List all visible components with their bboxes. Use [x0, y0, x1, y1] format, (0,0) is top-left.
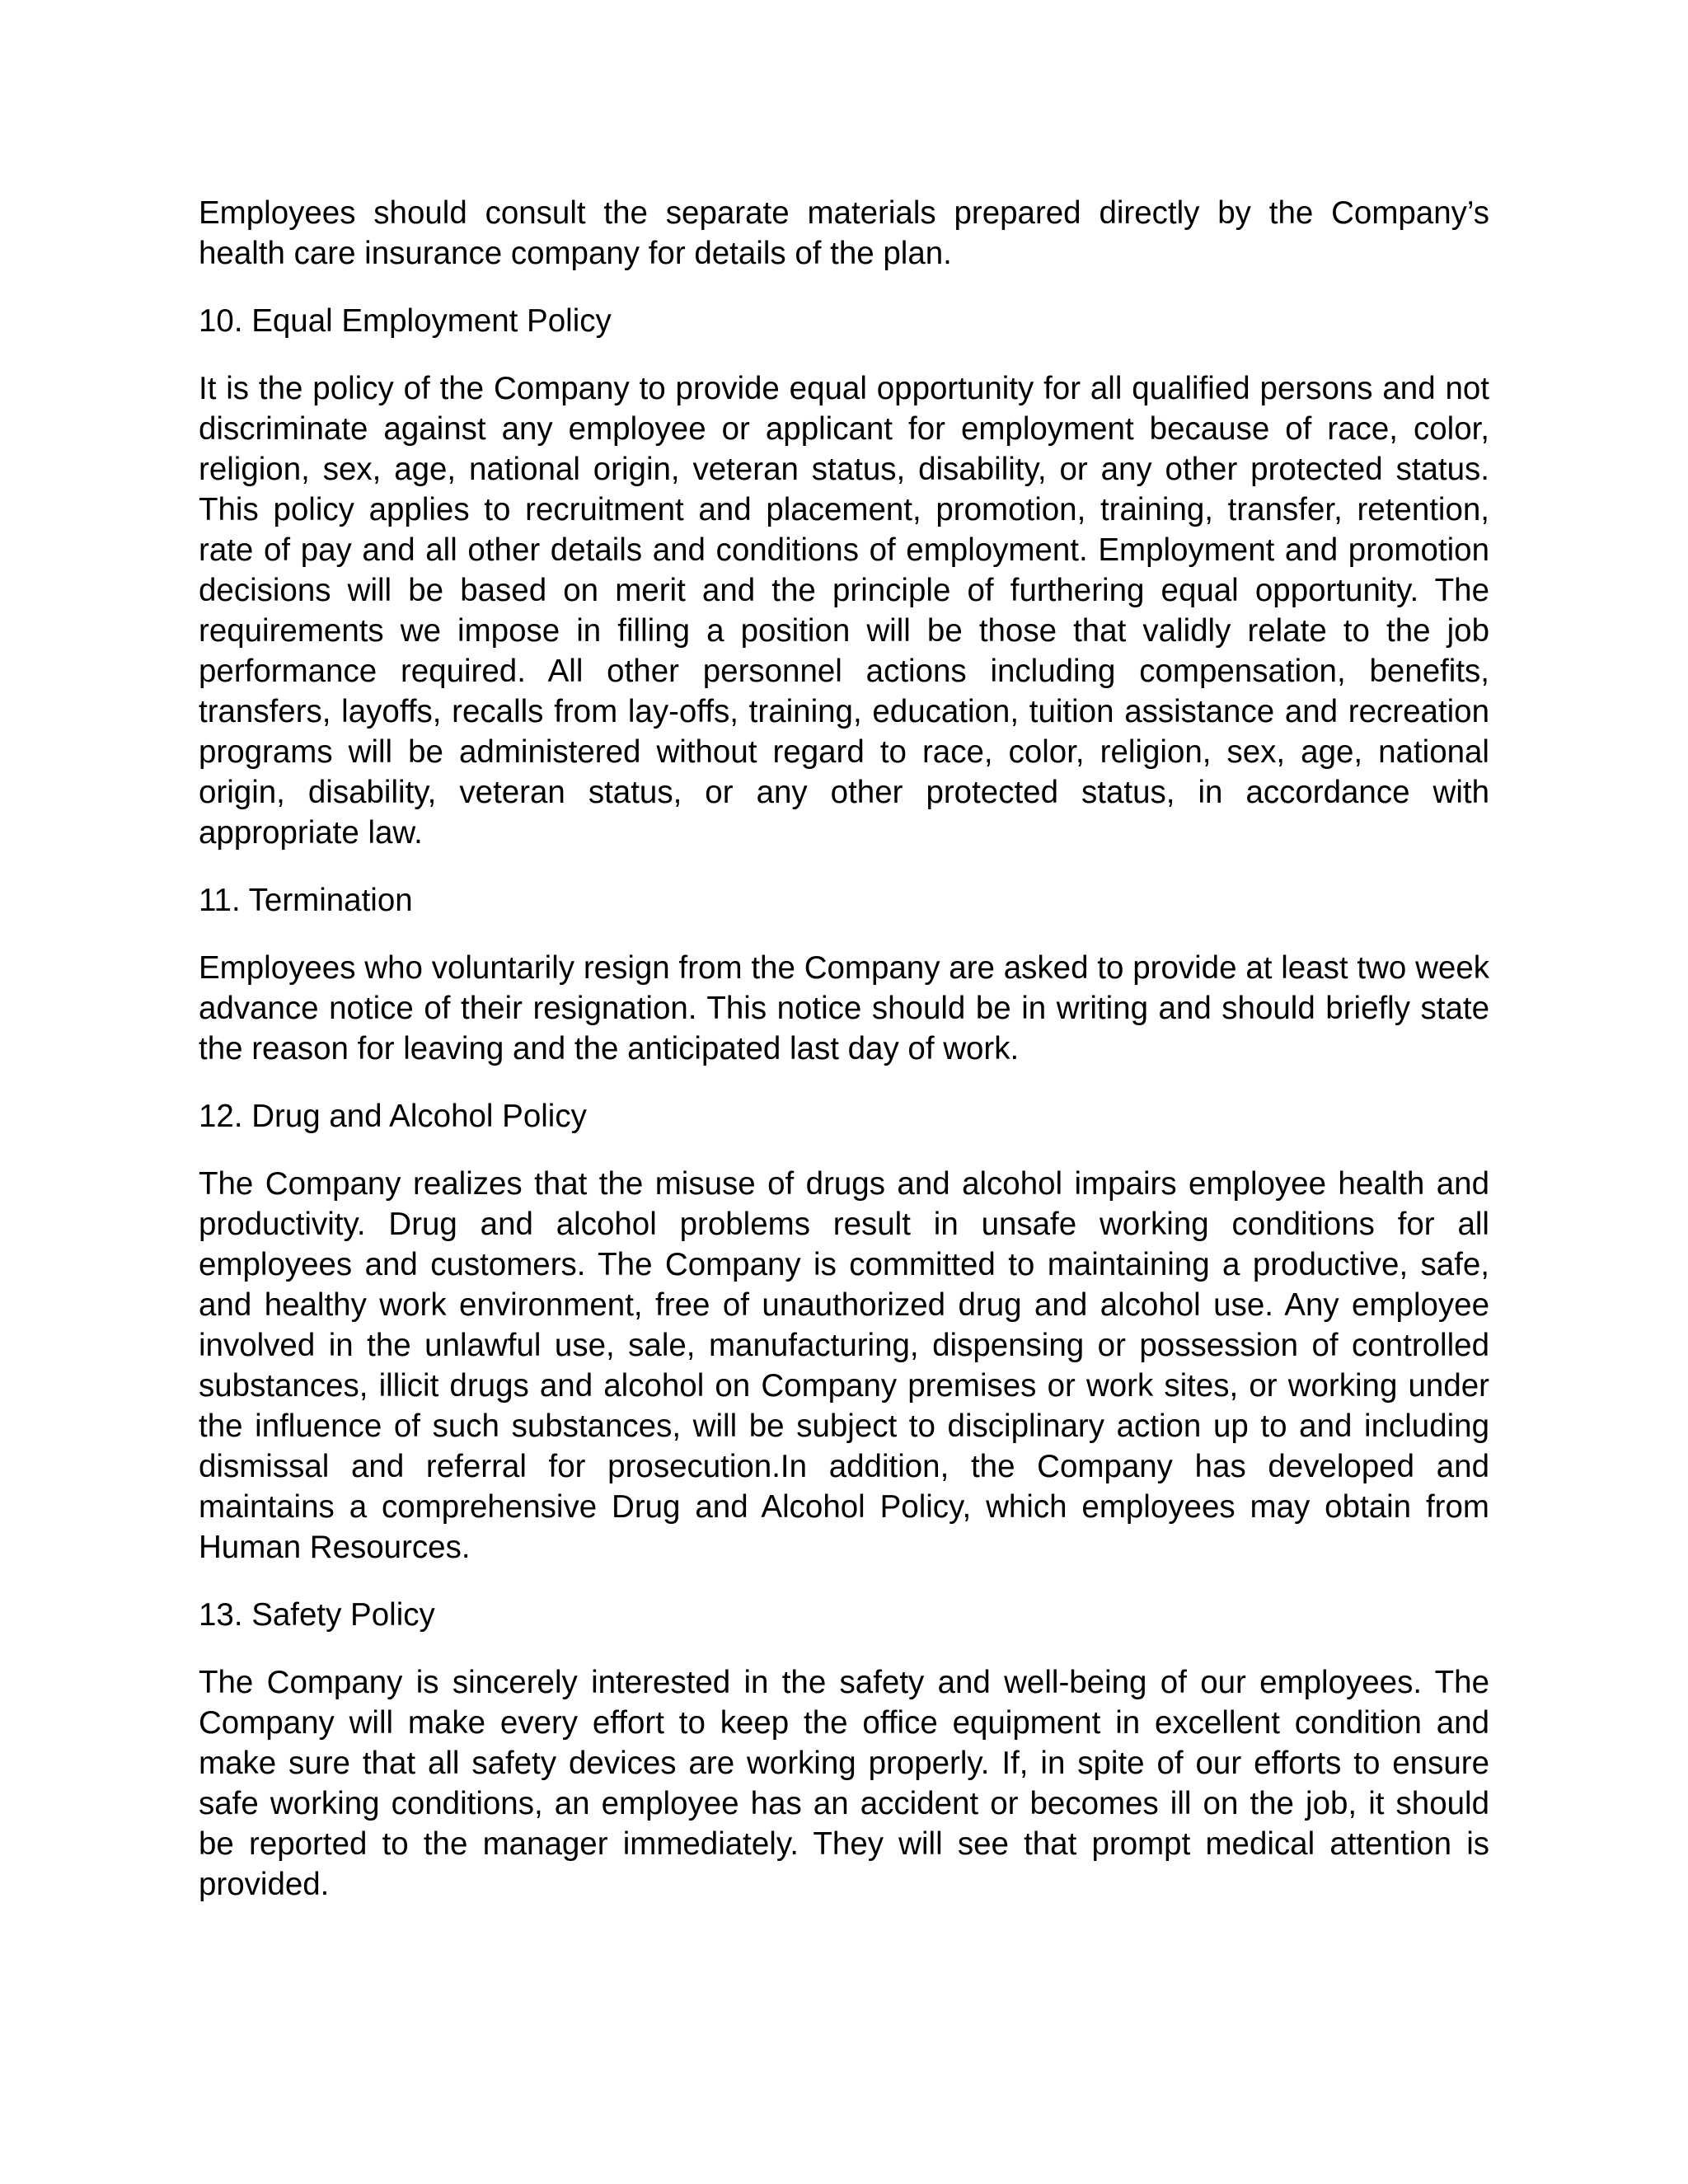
document-page	[199, 193, 1489, 1932]
equal-employment-paragraph: It is the policy of the Company to provide equal opportunity for all qualified persons and not discriminate against any employee or applicant for employment because of race, color, religion, sex, age, national origin, veteran status, disability, or any other protected status. This policy applies to recruitment and placement, promotion, training, transfer, retention, rate of pay and all other details and conditions of employment. Employment and promotion decisions will be based on merit and the principle of furthering equal opportunity. The requirements we impose in filling a position will be those that validly relate to the job performance required. All other personnel actions including compensation, benefits, transfers, layoffs, recalls from lay-offs, training, education, tuition assistance and recreation programs will be administered without regard to race, color, religion, sex, age, national origin, disability, veteran status, or any other protected status, in accordance with appropriate law.	[199, 371, 1489, 851]
drug-alcohol-paragraph: The Company realizes that the misuse of drugs and alcohol impairs employee health and productivity. Drug and alcohol problems result in unsafe working conditions for all employees and customers. The Company is committed to maintaining a productive, safe, and healthy work environment, free of unauthorized drug and alcohol use. Any employee involved in the unlawful use, sale, manufacturing, dispensing or possession of controlled substances, illicit drugs and alcohol on Company premises or work sites, or working under the influence of such substances, will be subject to disciplinary action up to and including dismissal and referral for prosecution.In addition, the Company has developed and maintains a comprehensive Drug and Alcohol Policy, which employees may obtain from Human Resources.	[199, 1166, 1489, 1565]
section-heading-safety: 13. Safety Policy	[199, 1597, 435, 1633]
intro-paragraph: Employees should consult the separate materials prepared directly by the Company’s health care insurance company for details of the plan.	[199, 195, 1489, 271]
safety-paragraph: The Company is sincerely interested in the safety and well-being of our employees. The Company will make every effort to keep the office equipment in excellent condition and make sure that all safety devices are working properly. If, in spite of our efforts to ensure safe working conditions, an employee has an accident or becomes ill on the job, it should be reported to the manager immediately. They will see that prompt medical attention is provided.	[199, 1665, 1489, 1902]
section-heading-termination: 11. Termination	[199, 883, 413, 918]
termination-paragraph: Employees who voluntarily resign from the Company are asked to provide at least two week advance notice of their resignation. This notice should be in writing and should briefly state the reason for leaving and the anticipated last day of work.	[199, 950, 1489, 1066]
section-heading-equal-employment: 10. Equal Employment Policy	[199, 303, 612, 339]
section-heading-drug-alcohol: 12. Drug and Alcohol Policy	[199, 1099, 587, 1134]
